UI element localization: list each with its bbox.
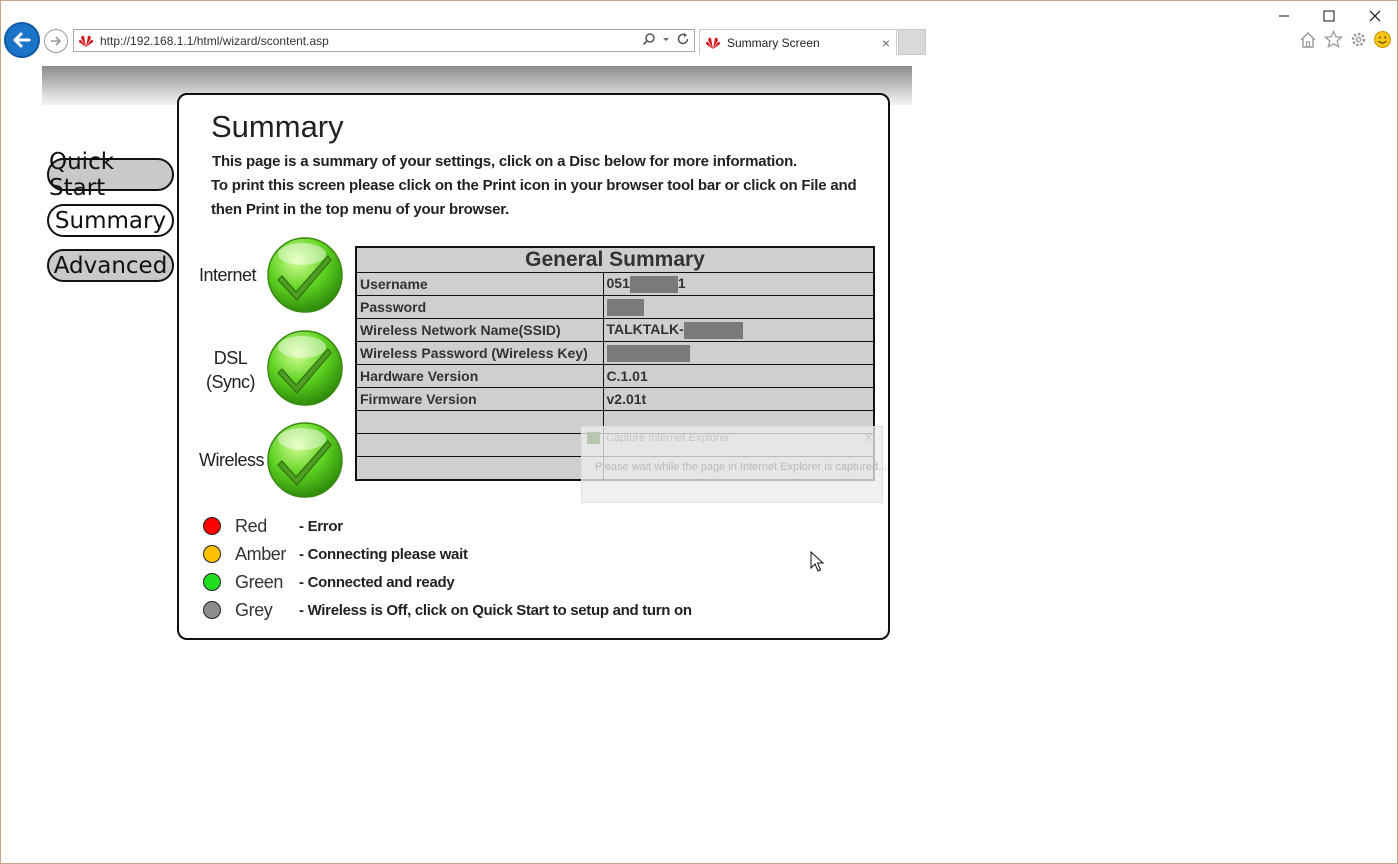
row-value (603, 296, 874, 319)
intro-line-1: This page is a summary of your settings, click on a Disc below for more information. (212, 153, 798, 170)
arrow-left-icon (11, 29, 33, 51)
arrow-right-icon (49, 34, 63, 48)
redaction-block (684, 322, 743, 339)
search-icon[interactable] (642, 32, 656, 46)
row-key: Username (356, 273, 603, 296)
smiley-feedback-icon[interactable] (1373, 30, 1392, 49)
summary-panel (177, 93, 890, 640)
dsl-sync-label (206, 346, 255, 394)
capture-app-icon (587, 432, 600, 444)
internet-status-disc-checkmark-icon[interactable] (266, 236, 344, 314)
row-value (603, 319, 874, 342)
value-prefix: 051 (606, 275, 630, 292)
huawei-favicon-icon (78, 34, 94, 48)
huawei-favicon-icon (705, 36, 721, 50)
close-window-button[interactable] (1364, 7, 1386, 25)
legend-color-name: Green (235, 571, 284, 592)
legend-item-green (203, 571, 455, 593)
intro-text (212, 150, 872, 222)
close-icon[interactable]: ✕ (863, 430, 874, 445)
tab-close-icon[interactable]: × (881, 35, 890, 51)
legend-desc: - Connected and ready (299, 573, 455, 591)
tab-title: Summary Screen (727, 35, 820, 50)
refresh-icon[interactable] (676, 32, 690, 46)
dropdown-caret-icon[interactable] (662, 32, 670, 46)
legend-color-name: Grey (235, 599, 273, 620)
row-key: Wireless Network Name(SSID) (356, 319, 603, 342)
redaction-block (630, 276, 678, 293)
legend-item-amber (203, 543, 468, 565)
legend-color-name: Amber (235, 543, 287, 564)
row-value (603, 273, 874, 296)
redaction-block (607, 299, 644, 316)
row-value: C.1.01 (603, 365, 874, 388)
redaction-block (607, 345, 690, 362)
page-title: Summary (211, 109, 344, 144)
capture-dialog (581, 426, 888, 503)
quick-start-button[interactable]: Quick Start (47, 158, 174, 191)
table-row (356, 342, 874, 365)
legend-desc: - Error (299, 517, 343, 535)
grey-dot-icon (203, 601, 221, 619)
favorites-star-icon[interactable] (1324, 30, 1343, 49)
dsl-status-disc-checkmark-icon[interactable] (266, 329, 344, 407)
home-icon[interactable] (1299, 31, 1317, 49)
value-prefix: TALKTALK- (606, 321, 684, 338)
mouse-pointer-icon (810, 551, 824, 573)
legend-color-name: Red (235, 515, 267, 536)
capture-dialog-message: Please wait while the page in Internet Explorer is captured... (595, 461, 888, 473)
row-value: v2.01t (603, 388, 874, 411)
back-button[interactable] (4, 22, 40, 58)
value-suffix: 1 (677, 275, 686, 292)
row-key: Firmware Version (356, 388, 603, 411)
legend-desc: - Connecting please wait (299, 545, 468, 563)
advanced-button[interactable]: Advanced (47, 249, 174, 282)
wireless-status-disc-checkmark-icon[interactable] (266, 421, 344, 499)
table-row (356, 273, 874, 296)
amber-dot-icon (203, 545, 221, 563)
legend-item-grey (203, 599, 692, 621)
green-dot-icon (203, 573, 221, 591)
tab-summary-screen[interactable] (699, 29, 897, 55)
row-key: Wireless Password (Wireless Key) (356, 342, 603, 365)
red-dot-icon (203, 517, 221, 535)
maximize-icon (1323, 10, 1335, 22)
forward-button[interactable] (44, 29, 68, 53)
table-row (356, 296, 874, 319)
dsl-label-line1: DSL (213, 348, 248, 368)
table-row (356, 319, 874, 342)
table-row (356, 388, 874, 411)
internet-label: Internet (199, 265, 257, 285)
legend-desc: - Wireless is Off, click on Quick Start to setup and turn on (299, 601, 692, 619)
close-icon (1369, 10, 1381, 22)
intro-line-2: To print this screen please click on the Print icon in your browser tool bar or click on File and then Print in the top menu of your browser. (211, 177, 857, 218)
minimize-button[interactable] (1273, 7, 1295, 25)
table-title: General Summary (356, 247, 874, 273)
address-bar[interactable] (73, 29, 695, 52)
maximize-button[interactable] (1318, 7, 1340, 25)
summary-button[interactable]: Summary (47, 204, 174, 237)
address-url[interactable]: http://192.168.1.1/html/wizard/scontent.asp (100, 33, 329, 48)
minimize-icon (1278, 10, 1290, 22)
wireless-label: Wireless (199, 450, 265, 470)
row-key: Password (356, 296, 603, 319)
row-value (603, 342, 874, 365)
gear-icon[interactable] (1349, 30, 1368, 49)
new-tab-button[interactable] (898, 29, 926, 55)
table-row (356, 365, 874, 388)
dsl-label-line2: (Sync) (206, 372, 256, 392)
capture-dialog-title: Capture Internet Explorer (606, 432, 730, 444)
row-key: Hardware Version (356, 365, 603, 388)
legend-item-red (203, 515, 343, 537)
